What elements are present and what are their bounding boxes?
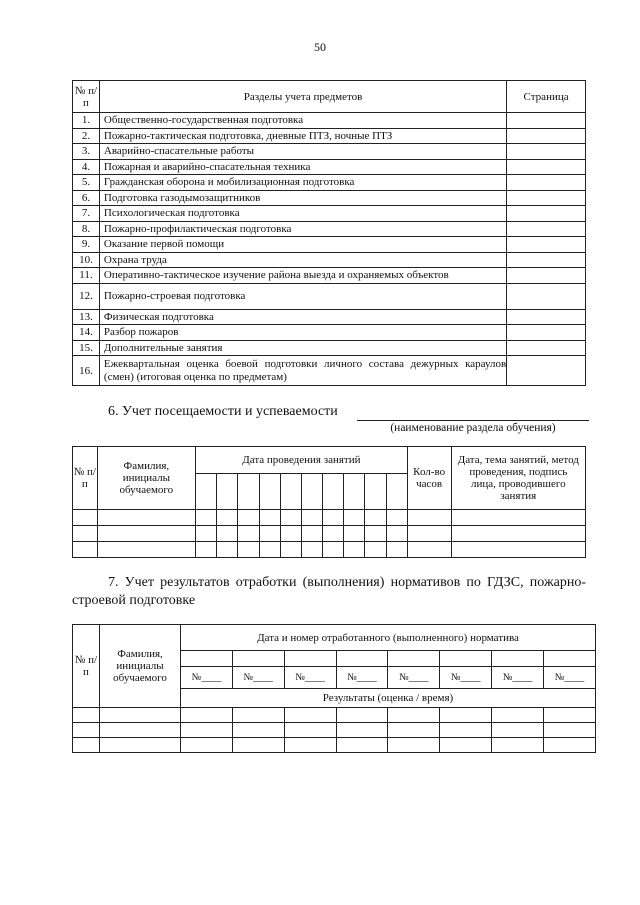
table-row [73, 723, 596, 738]
section-name: Аварийно-спасательные работы [99, 144, 506, 160]
table-row [73, 144, 586, 160]
table-cell[interactable] [73, 738, 100, 753]
name-header: Фамилия, инициалы обучаемого [97, 447, 195, 510]
section-7-title: 7. Учет результатов отработки (выполнения) нормативов по ГДЗС, пожарно-строевой подготовке [72, 575, 586, 608]
table-row [73, 221, 586, 237]
date-cell[interactable] [365, 474, 386, 510]
table-row [73, 175, 586, 191]
section-name: Общественно-государственная подготовка [99, 113, 506, 129]
table-cell[interactable] [336, 723, 388, 738]
page-header: Страница [507, 81, 586, 113]
page-cell[interactable] [507, 190, 586, 206]
section-name: Пожарная и аварийно-спасательная техника [99, 159, 506, 175]
table-row [73, 237, 586, 253]
date-cell[interactable] [323, 474, 344, 510]
date-cell[interactable] [301, 474, 322, 510]
table-cell[interactable] [100, 708, 181, 723]
date-cell[interactable] [280, 474, 301, 510]
table-cell[interactable] [344, 510, 365, 526]
section-header: Разделы учета предметов [99, 81, 506, 113]
date-cell[interactable] [238, 474, 259, 510]
table-cell[interactable] [284, 738, 336, 753]
section-name: Охрана труда [99, 252, 506, 268]
table-cell[interactable] [196, 542, 217, 558]
table-header-row [73, 81, 586, 113]
table-cell[interactable] [344, 542, 365, 558]
table-cell[interactable] [280, 510, 301, 526]
table-cell[interactable] [451, 510, 585, 526]
row-number: 2. [73, 128, 100, 144]
page-cell[interactable] [507, 113, 586, 129]
table-cell[interactable] [492, 708, 544, 723]
table-cell[interactable] [544, 738, 596, 753]
table-cell[interactable] [196, 526, 217, 542]
row-number: 10. [73, 252, 100, 268]
table-row [73, 542, 586, 558]
table-cell[interactable] [259, 526, 280, 542]
normative-number-cell[interactable]: №____ [336, 667, 388, 689]
row-number: 5. [73, 175, 100, 191]
table-row [73, 325, 586, 341]
table-cell[interactable] [323, 526, 344, 542]
table-row [73, 738, 596, 753]
section-name: Пожарно-тактическая подготовка, дневные ПТЗ, ночные ПТЗ [99, 128, 506, 144]
table-cell[interactable] [284, 708, 336, 723]
table-cell[interactable] [97, 542, 195, 558]
table-cell[interactable] [232, 708, 284, 723]
table-cell[interactable] [365, 510, 386, 526]
table-cell[interactable] [301, 510, 322, 526]
table-cell[interactable] [259, 542, 280, 558]
table-row [73, 309, 586, 325]
table-row [73, 206, 586, 222]
table-cell[interactable] [544, 708, 596, 723]
row-number: 16. [73, 356, 100, 386]
normative-number-cell[interactable]: №____ [492, 667, 544, 689]
date-cell[interactable] [492, 651, 544, 667]
attendance-table [72, 446, 586, 558]
page-cell[interactable] [507, 268, 586, 284]
table-cell[interactable] [73, 708, 100, 723]
table-cell[interactable] [440, 723, 492, 738]
table-row [73, 190, 586, 206]
section-name: Пожарно-профилактическая подготовка [99, 221, 506, 237]
table-cell[interactable] [407, 542, 451, 558]
page-cell[interactable] [507, 128, 586, 144]
table-cell[interactable] [388, 738, 440, 753]
row-number: 14. [73, 325, 100, 341]
table-row [73, 268, 586, 284]
row-number: 11. [73, 268, 100, 284]
hours-header: Кол-во часов [407, 447, 451, 510]
table-cell[interactable] [451, 542, 585, 558]
table-cell[interactable] [440, 708, 492, 723]
table-cell[interactable] [440, 738, 492, 753]
number-header: № п/п [73, 81, 100, 113]
table-cell[interactable] [407, 526, 451, 542]
number-header: № п/п [73, 447, 98, 510]
table-cell[interactable] [280, 526, 301, 542]
section-name: Оперативно-тактическое изучение района выезда и охраняемых объектов [99, 268, 506, 284]
table-cell[interactable] [386, 510, 407, 526]
results-table [72, 624, 596, 753]
name-header: Фамилия, инициалы обучаемого [100, 625, 181, 708]
date-cell[interactable] [232, 651, 284, 667]
row-number: 3. [73, 144, 100, 160]
results-header: Результаты (оценка / время) [181, 689, 596, 708]
section-name: Ежеквартальная оценка боевой подготовки личного состава дежурных караулов (смен) (итоговая оценка по предметам) [99, 356, 506, 386]
page-cell[interactable] [507, 356, 586, 386]
row-number: 4. [73, 159, 100, 175]
row-number: 6. [73, 190, 100, 206]
date-cell[interactable] [440, 651, 492, 667]
subjects-table [72, 80, 586, 386]
section-name: Психологическая подготовка [99, 206, 506, 222]
section-name: Дополнительные занятия [99, 340, 506, 356]
page-number: 50 [314, 40, 326, 54]
normative-number-cell[interactable]: №____ [544, 667, 596, 689]
table-cell[interactable] [365, 526, 386, 542]
section-6-title: 6. Учет посещаемости и успеваемости [108, 404, 338, 419]
page-cell[interactable] [507, 309, 586, 325]
section-name: Пожарно-строевая подготовка [99, 283, 506, 309]
page-cell[interactable] [507, 340, 586, 356]
table-cell[interactable] [181, 738, 233, 753]
row-number: 1. [73, 113, 100, 129]
date-cell[interactable] [336, 651, 388, 667]
normative-number-cell[interactable]: №____ [440, 667, 492, 689]
table-cell[interactable] [259, 510, 280, 526]
table-cell[interactable] [217, 526, 238, 542]
table-cell[interactable] [100, 738, 181, 753]
table-cell[interactable] [301, 526, 322, 542]
row-number: 12. [73, 283, 100, 309]
table-row [73, 356, 586, 386]
table-cell[interactable] [217, 510, 238, 526]
table-cell[interactable] [544, 723, 596, 738]
section-name-blank-line[interactable] [357, 404, 589, 421]
row-number: 8. [73, 221, 100, 237]
table-cell[interactable] [344, 526, 365, 542]
date-cell[interactable] [181, 651, 233, 667]
row-number: 13. [73, 309, 100, 325]
topic-header: Дата, тема занятий, метод проведения, подпись лица, проводившего занятия [451, 447, 585, 510]
table-cell[interactable] [280, 542, 301, 558]
table-cell[interactable] [492, 723, 544, 738]
table-cell[interactable] [232, 738, 284, 753]
table-cell[interactable] [386, 526, 407, 542]
table-row [73, 252, 586, 268]
page-cell[interactable] [507, 237, 586, 253]
date-cell[interactable] [196, 474, 217, 510]
table-cell[interactable] [386, 542, 407, 558]
table-cell[interactable] [451, 526, 585, 542]
table-cell[interactable] [232, 723, 284, 738]
table-cell[interactable] [217, 542, 238, 558]
table-row [73, 340, 586, 356]
table-cell[interactable] [73, 542, 98, 558]
date-cell[interactable] [259, 474, 280, 510]
date-cell[interactable] [386, 474, 407, 510]
table-row [73, 283, 586, 309]
table-cell[interactable] [181, 723, 233, 738]
table-cell[interactable] [365, 542, 386, 558]
table-cell[interactable] [336, 738, 388, 753]
section-name: Разбор пожаров [99, 325, 506, 341]
table-cell[interactable] [181, 708, 233, 723]
table-cell[interactable] [407, 510, 451, 526]
page-cell[interactable] [507, 252, 586, 268]
normative-number-cell[interactable]: №____ [181, 667, 233, 689]
row-number: 15. [73, 340, 100, 356]
section-name-caption: (наименование раздела обучения) [390, 422, 556, 434]
date-cell[interactable] [388, 651, 440, 667]
table-row [73, 708, 596, 723]
dates-header: Дата проведения занятий [196, 447, 408, 474]
section-name: Подготовка газодымозащитников [99, 190, 506, 206]
normative-number-cell[interactable]: №____ [232, 667, 284, 689]
date-cell[interactable] [344, 474, 365, 510]
date-cell[interactable] [217, 474, 238, 510]
table-cell[interactable] [301, 542, 322, 558]
section-name: Оказание первой помощи [99, 237, 506, 253]
table-cell[interactable] [388, 708, 440, 723]
table-cell[interactable] [323, 510, 344, 526]
page-cell[interactable] [507, 206, 586, 222]
normative-number-cell[interactable]: №____ [388, 667, 440, 689]
table-row [73, 159, 586, 175]
date-cell[interactable] [544, 651, 596, 667]
table-row [73, 113, 586, 129]
table-cell[interactable] [97, 526, 195, 542]
section-name: Гражданская оборона и мобилизационная подготовка [99, 175, 506, 191]
page-cell[interactable] [507, 283, 586, 309]
table-cell[interactable] [97, 510, 195, 526]
page-cell[interactable] [507, 144, 586, 160]
table-cell[interactable] [196, 510, 217, 526]
table-row [73, 128, 586, 144]
table-cell[interactable] [73, 723, 100, 738]
page-cell[interactable] [507, 175, 586, 191]
page-cell[interactable] [507, 159, 586, 175]
table-cell[interactable] [73, 510, 98, 526]
table-cell[interactable] [238, 510, 259, 526]
date-cell[interactable] [284, 651, 336, 667]
normative-number-cell[interactable]: №____ [284, 667, 336, 689]
table-cell[interactable] [323, 542, 344, 558]
table-cell[interactable] [492, 738, 544, 753]
section-name: Физическая подготовка [99, 309, 506, 325]
page-cell[interactable] [507, 221, 586, 237]
table-cell[interactable] [238, 526, 259, 542]
table-row [73, 526, 586, 542]
table-cell[interactable] [388, 723, 440, 738]
table-cell[interactable] [100, 723, 181, 738]
row-number: 9. [73, 237, 100, 253]
number-header: № п/п [73, 625, 100, 708]
row-number: 7. [73, 206, 100, 222]
table-cell[interactable] [73, 526, 98, 542]
dates-header: Дата и номер отработанного (выполненного) норматива [181, 625, 596, 651]
page-cell[interactable] [507, 325, 586, 341]
table-cell[interactable] [238, 542, 259, 558]
table-cell[interactable] [336, 708, 388, 723]
table-cell[interactable] [284, 723, 336, 738]
table-row [73, 510, 586, 526]
